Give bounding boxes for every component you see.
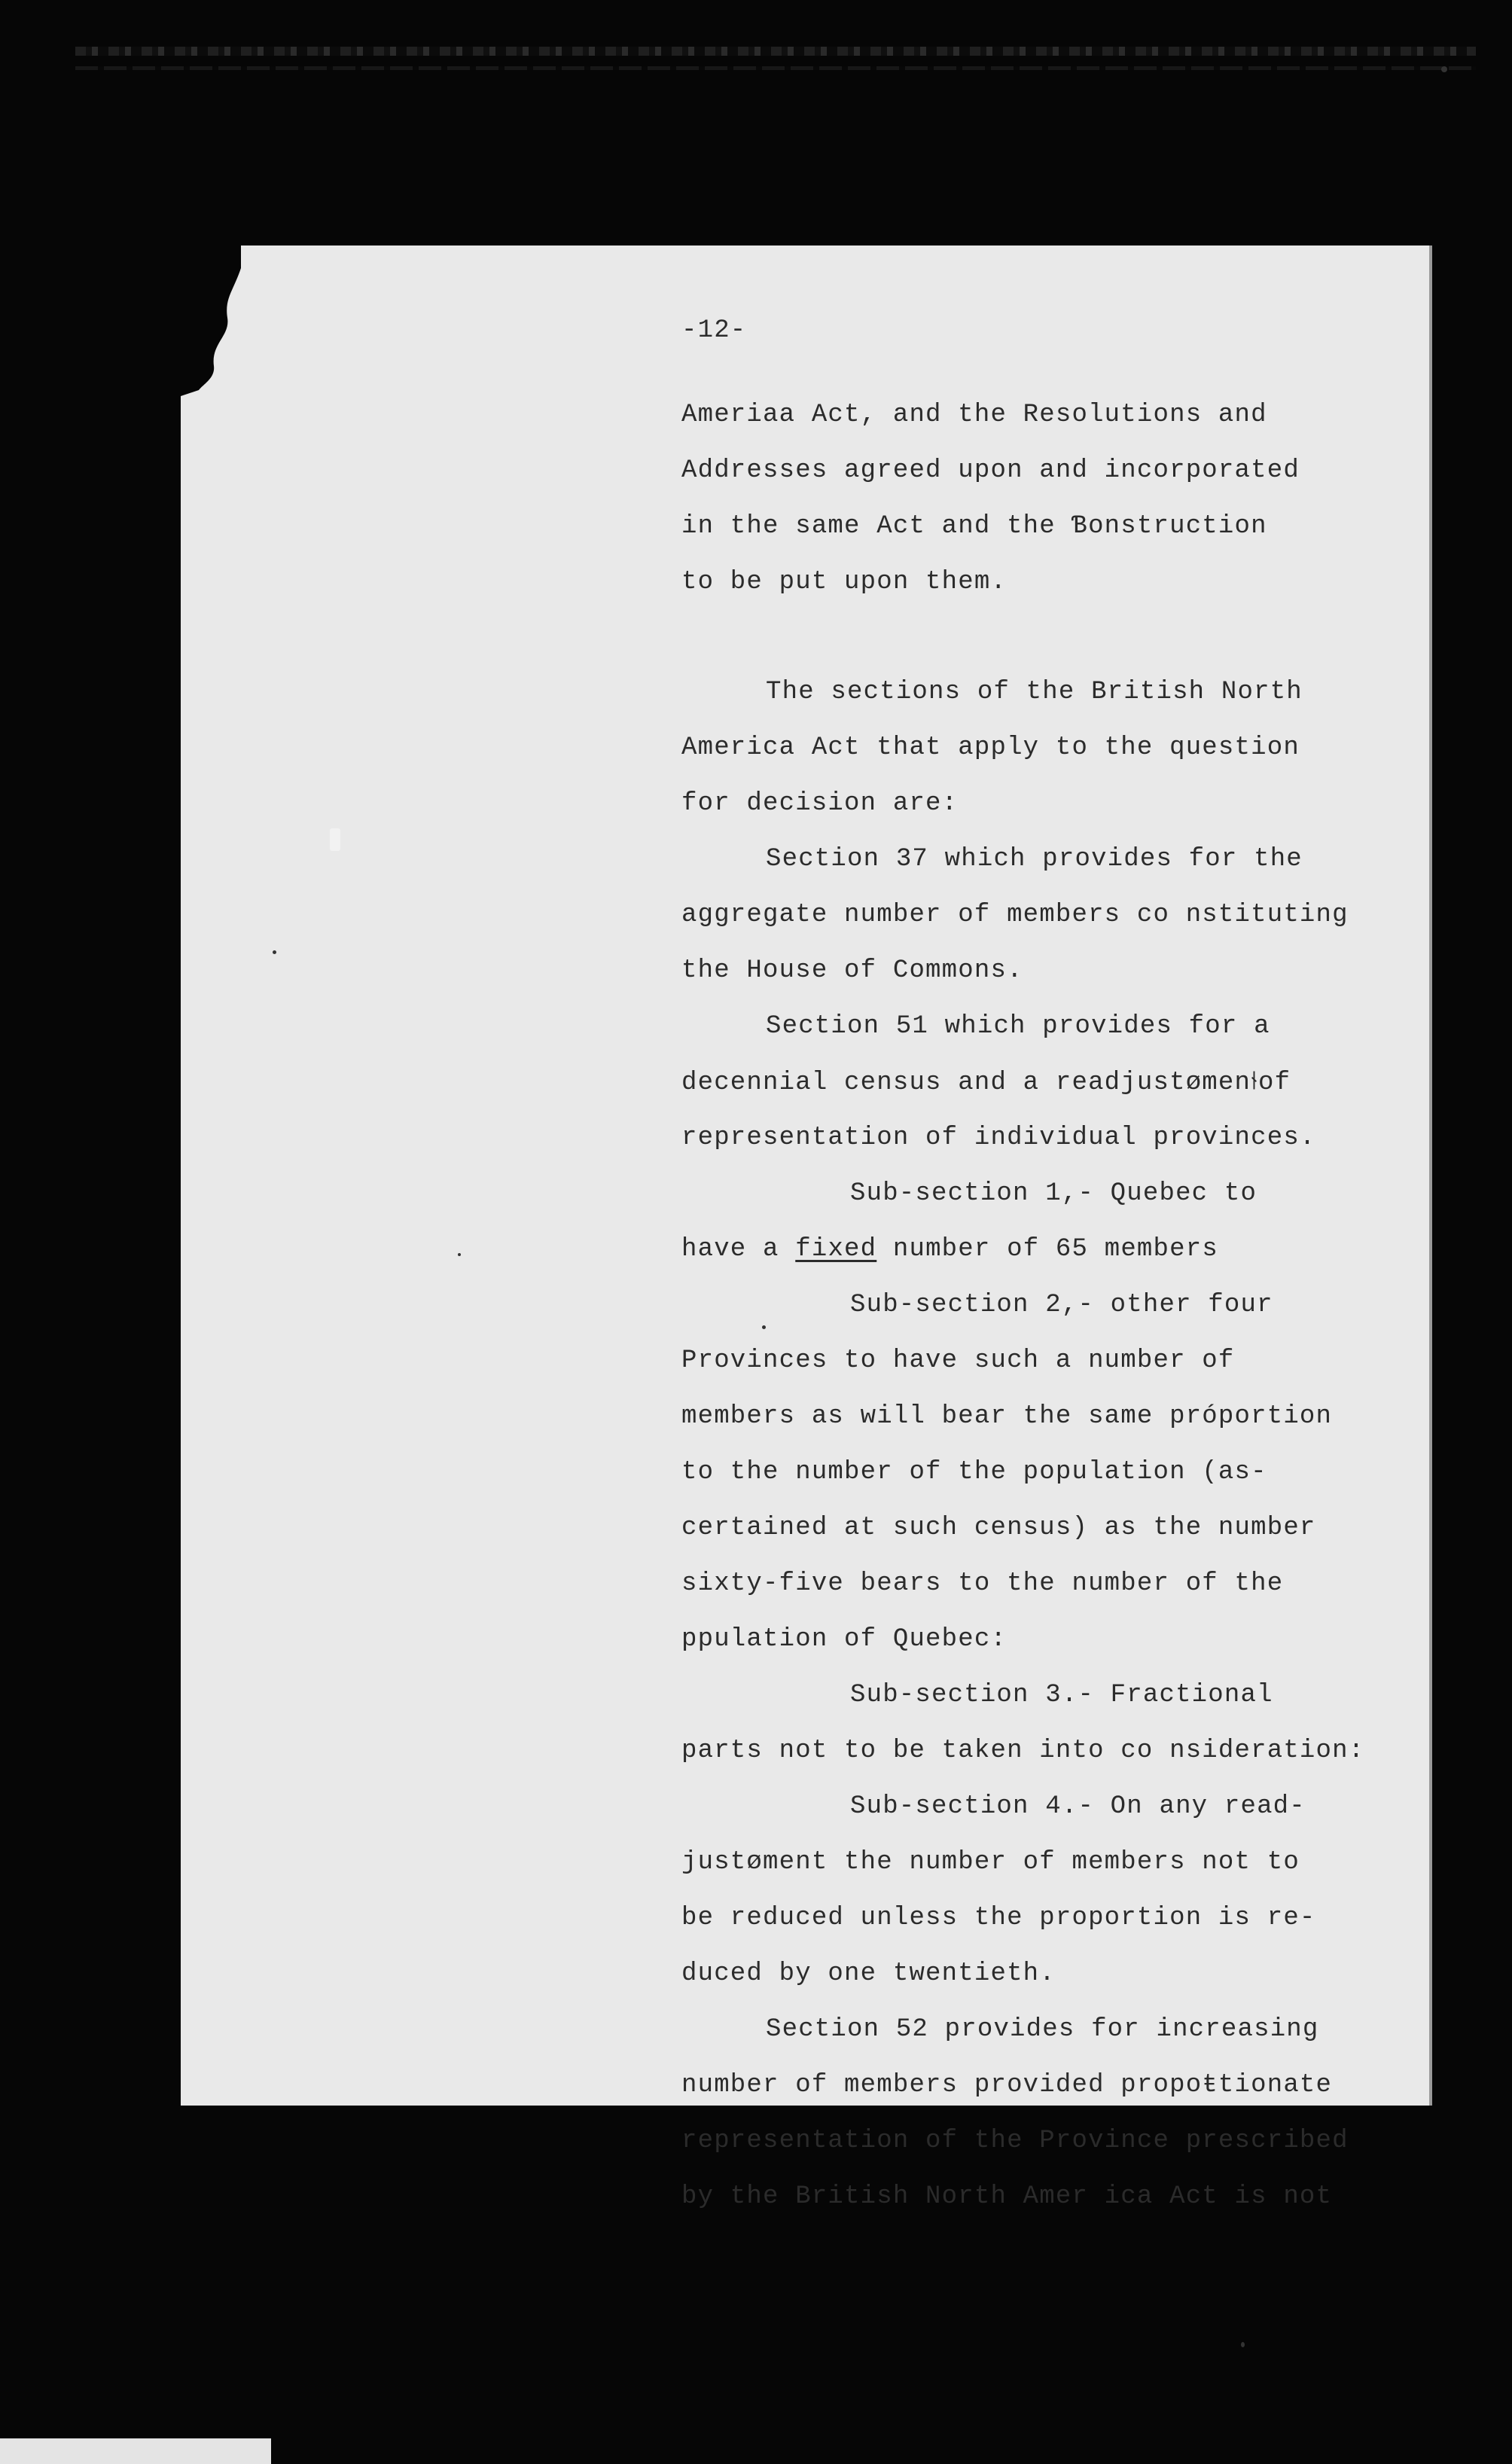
page-edge-shadow	[1429, 245, 1432, 2106]
text-line: decennial census and a readjustømen⫮of	[681, 1069, 1291, 1097]
text-line: Sub-section 1,- Quebec to	[850, 1179, 1257, 1208]
text-line: Sub-section 3.- Fractional	[850, 1681, 1273, 1709]
underlined-word: fixed	[795, 1235, 877, 1264]
text-segment: number of 65 members	[876, 1235, 1218, 1264]
text-line: Sub-section 4.- On any read-	[850, 1792, 1306, 1821]
text-line: The sections of the British North	[766, 678, 1303, 706]
text-line: justøment the number of members not to	[681, 1848, 1300, 1877]
text-line: representation of the Province prescribed	[681, 2127, 1349, 2155]
text-line: ppulation of Quebec:	[681, 1625, 1007, 1654]
text-segment: have a	[681, 1235, 796, 1264]
page-number: -12-	[681, 316, 747, 345]
text-line: the House of Commons.	[681, 956, 1023, 985]
text-line: aggregate number of members co nstituting	[681, 901, 1349, 929]
text-line: number of members provided propoŧtionate	[681, 2071, 1333, 2100]
text-line-with-underline	[681, 1235, 1218, 1264]
text-line: to be put upon them.	[681, 568, 1007, 596]
text-line: Section 51 which provides for a	[766, 1012, 1270, 1041]
text-line: certained at such census) as the number	[681, 1514, 1316, 1542]
text-line: Section 37 which provides for the	[766, 845, 1303, 874]
text-line: members as will bear the same próportion	[681, 1402, 1333, 1431]
text-line: representation of individual provinces.	[681, 1124, 1316, 1152]
text-line: Section 52 provides for increasing	[766, 2015, 1319, 2044]
text-line: Sub-section 2,- other four	[850, 1291, 1273, 1319]
bottom-paper-scrap	[0, 2438, 271, 2464]
text-line: by the British North Amer ica Act is not	[681, 2182, 1333, 2211]
text-line: for decision are:	[681, 789, 959, 818]
text-line: to the number of the population (as-	[681, 1458, 1267, 1487]
text-line: Addresses agreed upon and incorporated	[681, 456, 1300, 485]
text-line: sixty-five bears to the number of the	[681, 1569, 1284, 1598]
text-line: parts not to be taken into co nsideration:	[681, 1737, 1365, 1765]
scan-top-edge-noise-secondary	[75, 66, 1476, 70]
text-line: Provinces to have such a number of	[681, 1346, 1235, 1375]
text-line: be reduced unless the proportion is re-	[681, 1904, 1316, 1932]
scan-top-edge-noise	[75, 47, 1476, 56]
text-line: duced by one twentieth.	[681, 1959, 1056, 1988]
torn-corner	[181, 245, 241, 396]
text-line: in the same Act and the Ɓonstruction	[681, 512, 1267, 541]
text-line: Ameriaa Act, and the Resolutions and	[681, 401, 1267, 429]
text-line: America Act that apply to the question	[681, 733, 1300, 762]
